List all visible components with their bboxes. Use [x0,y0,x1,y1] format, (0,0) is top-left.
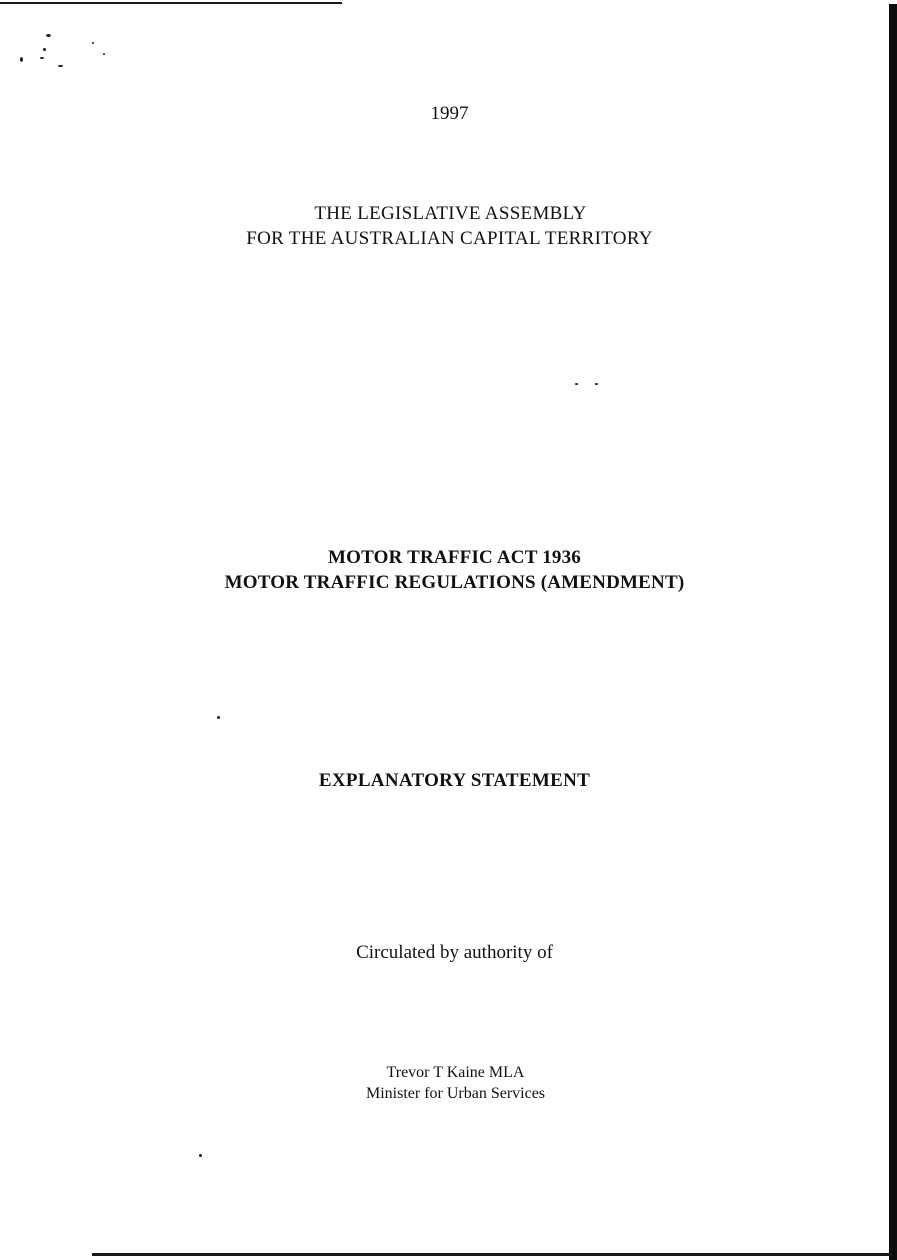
scan-speck [595,383,598,385]
scan-speck [217,716,220,719]
circulated-by-line: Circulated by authority of [356,942,553,963]
assembly-title-line-2: FOR THE AUSTRALIAN CAPITAL TERRITORY [246,228,653,249]
minister-role: Minister for Urban Services [365,1085,546,1102]
scan-speck [199,1154,202,1157]
document-year: 1997 [430,103,469,124]
scan-speck [103,53,105,55]
scan-edge-top [0,2,342,4]
scan-speck [575,383,578,385]
scan-speck [40,57,44,59]
regulations-title: MOTOR TRAFFIC REGULATIONS (AMENDMENT) [224,572,685,593]
scan-speck [20,57,23,62]
minister-name: Trevor T Kaine MLA [386,1064,525,1081]
statement-heading: EXPLANATORY STATEMENT [318,770,591,791]
assembly-title-line-1: THE LEGISLATIVE ASSEMBLY [314,203,587,224]
scan-speck [58,65,63,67]
act-title: MOTOR TRAFFIC ACT 1936 [327,547,581,568]
scan-edge-bottom [92,1253,892,1256]
scan-speck [92,42,94,44]
scan-speck [46,34,51,37]
scan-speck [43,48,46,51]
